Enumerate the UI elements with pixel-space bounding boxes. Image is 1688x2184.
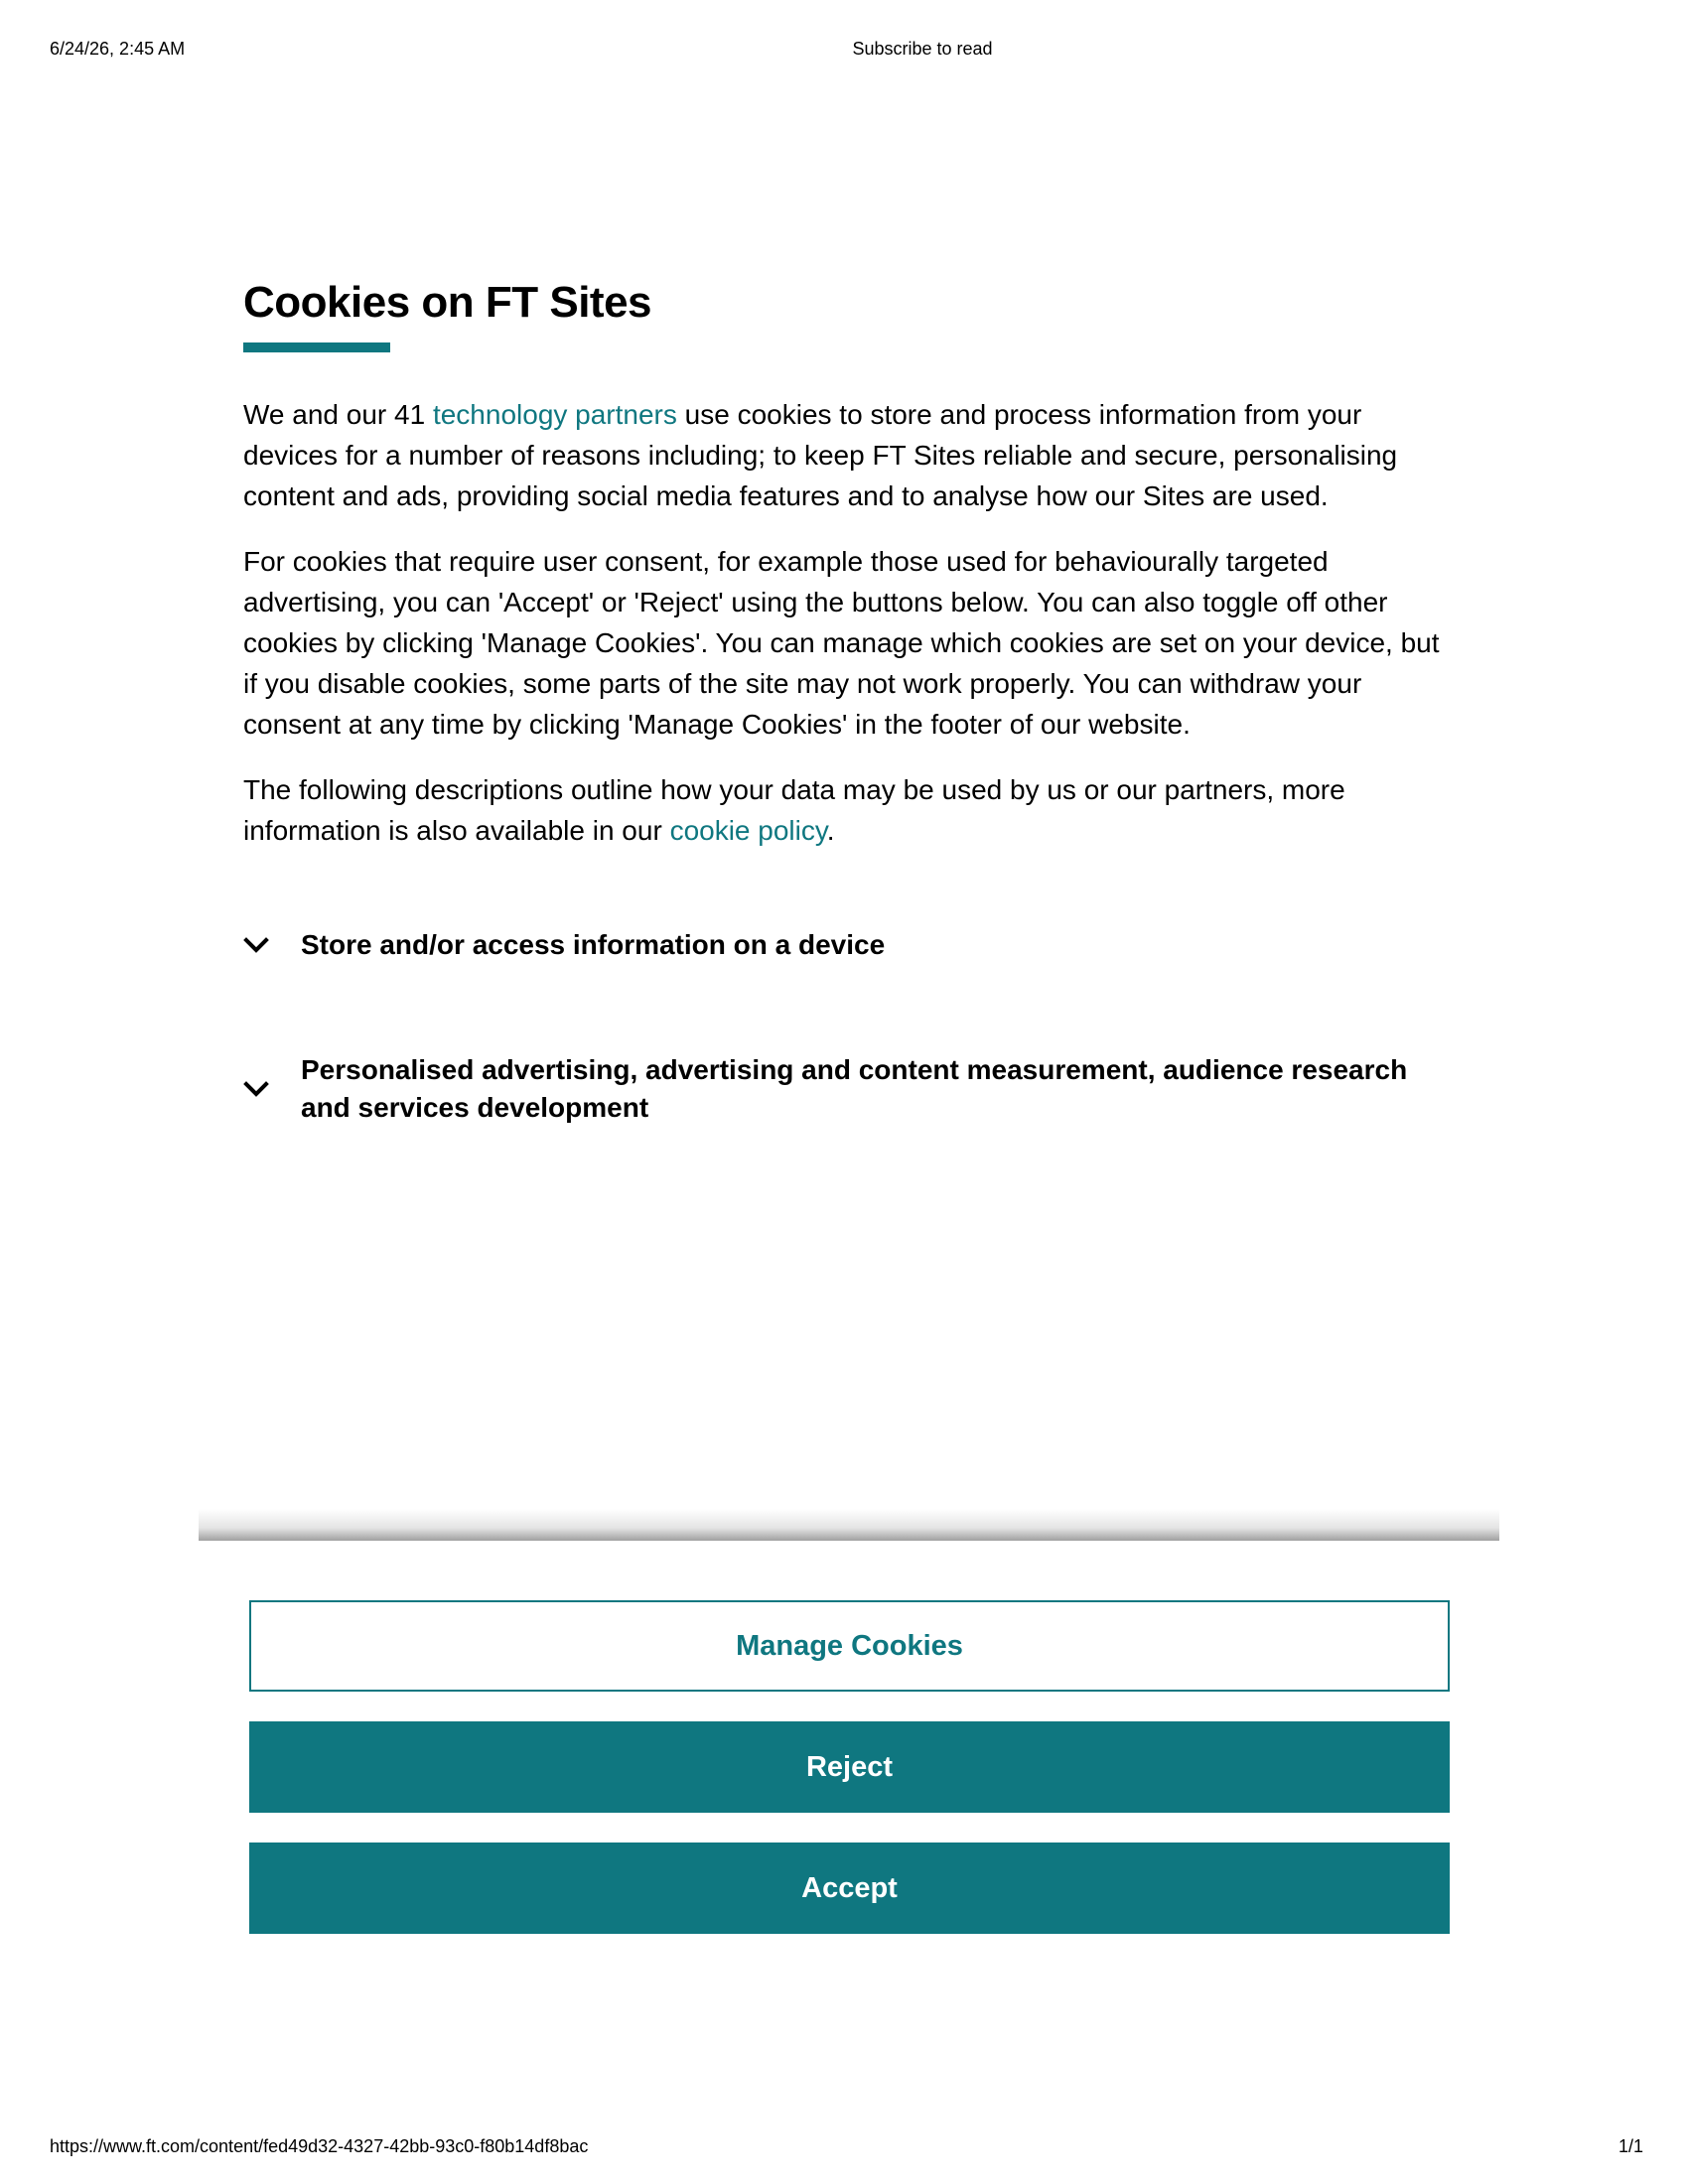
accordion-item-store-access[interactable]: [243, 915, 1455, 975]
technology-partners-link[interactable]: technology partners: [432, 399, 677, 430]
button-area-shadow: [199, 1509, 1499, 1541]
print-footer-page-number: 1/1: [1618, 2136, 1643, 2156]
purposes-accordion: [243, 915, 1455, 1139]
chevron-down-icon: [243, 1076, 269, 1102]
descriptions-text-before: The following descriptions outline how your data may be used by us or our partners, more information is also available in our: [243, 774, 1345, 846]
title-underline: [243, 342, 390, 352]
dialog-title: Cookies on FT Sites: [243, 278, 652, 327]
descriptions-paragraph: [243, 769, 1455, 851]
manage-cookies-button[interactable]: Manage Cookies: [249, 1600, 1450, 1692]
accordion-label-personalised-advertising: Personalised advertising, advertising and content measurement, audience research and services development: [301, 1054, 1408, 1123]
accept-button[interactable]: Accept: [249, 1843, 1450, 1934]
cookie-dialog: [243, 273, 1455, 1139]
reject-button[interactable]: Reject: [249, 1721, 1450, 1813]
consent-paragraph: For cookies that require user consent, for example those used for behaviourally targeted advertising, you can 'Accept' or 'Reject' using the buttons below. You can also toggle off other cookies by clicking 'Manage Cookies'. You can manage which cookies are set on your device, but if you disable cookies, some parts of the site may not work properly. You can withdraw your consent at any time by clicking 'Manage Cookies' in the footer of our website.: [243, 546, 1440, 740]
accordion-label-store-access: Store and/or access information on a device: [301, 929, 886, 960]
chevron-down-icon: [243, 932, 269, 958]
descriptions-text-after: .: [826, 815, 835, 846]
intro-paragraph: [243, 394, 1455, 516]
accordion-item-personalised-advertising[interactable]: [243, 1039, 1455, 1139]
cookie-policy-link[interactable]: cookie policy: [669, 815, 827, 846]
print-header-title: Subscribe to read: [852, 39, 993, 59]
print-footer-url: https://www.ft.com/content/fed49d32-4327-42bb-93c0-f80b14df8bac: [50, 2136, 589, 2156]
print-header-date: 6/24/26, 2:45 AM: [50, 39, 186, 59]
intro-text-after: use cookies to store and process information from your devices for a number of reasons including; to keep FT Sites reliable and secure, personalising content and ads, providing social media features and to analyse how our Sites are used.: [243, 399, 1398, 511]
intro-text-before: We and our 41: [243, 399, 433, 430]
